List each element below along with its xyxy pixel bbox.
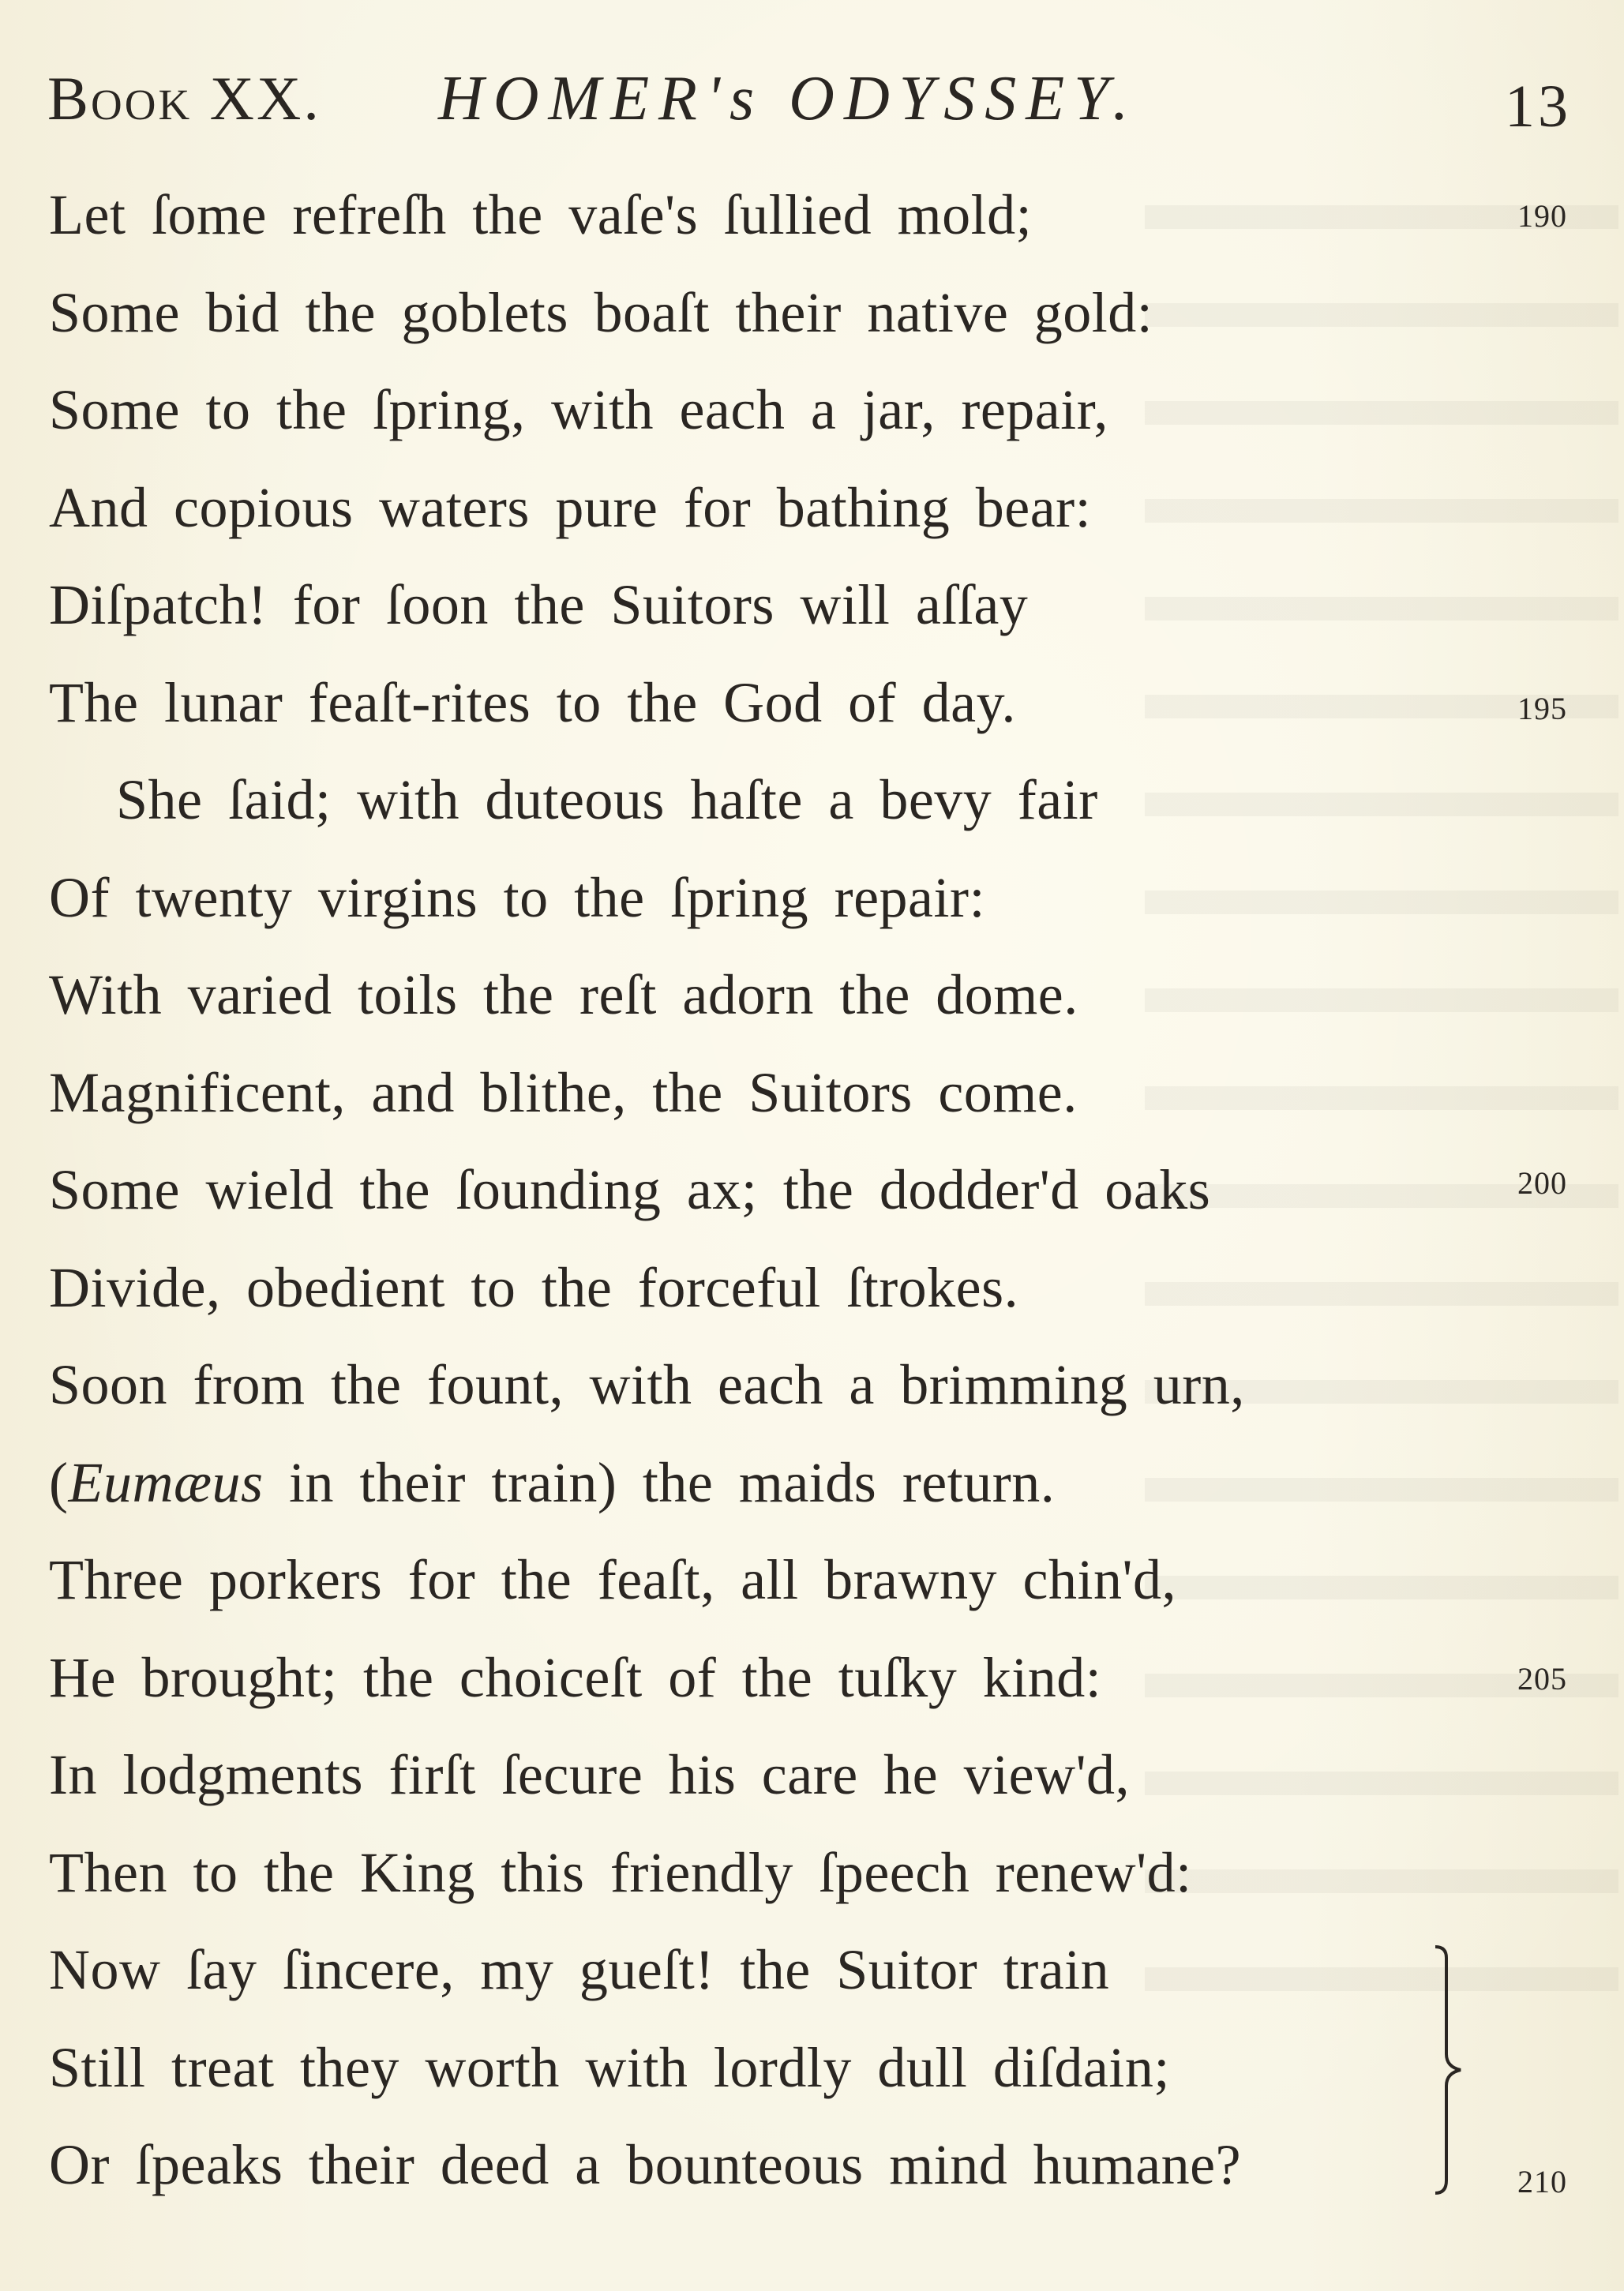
poem-body (49, 175, 1567, 2223)
verse-line: Magnificent, and blithe, the Suitors come. (49, 1060, 1078, 1124)
verse-line: Some wield the ſounding ax; the dodder'd oaks 200 (49, 1158, 1567, 1221)
verse-line: Still treat they worth with lordly dull diſdain; (49, 2035, 1170, 2099)
verse-line: Then to the King this friendly ſpeech renew'd: (49, 1840, 1192, 1904)
verse-line: Now ſay ſincere, my gueſt! the Suitor train (49, 1938, 1110, 2001)
verse-line: With varied toils the reſt adorn the dome. (49, 963, 1078, 1026)
line-number: 195 (1517, 690, 1567, 726)
verse-line: Of twenty virgins to the ſpring repair: (49, 865, 985, 929)
page-number: 13 (1505, 73, 1571, 140)
line-number: 200 (1517, 1165, 1567, 1201)
verse-line: Divide, obedient to the forceful ſtrokes. (49, 1255, 1019, 1319)
verse-line: Some to the ſpring, with each a jar, repair, (49, 378, 1108, 441)
verse-line: He brought; the choiceſt of the tuſky kind: 205 (49, 1645, 1567, 1709)
verse-line: Or ſpeaks their deed a bounteous mind humane? 210 (49, 2133, 1567, 2199)
verse-line: Let ſome refreſh the vaſe's ſullied mold; 190 (49, 183, 1567, 246)
line-number: 210 (1517, 2164, 1567, 2199)
verse-line: Some bid the goblets boaſt their native gold: (49, 280, 1153, 344)
line-number: 190 (1517, 198, 1567, 234)
line-number: 205 (1517, 1660, 1567, 1697)
verse-line: Three porkers for the feaſt, all brawny chin'd, (49, 1548, 1176, 1611)
verse-line: (Eumæus in their train) the maids return. (49, 1450, 1056, 1514)
verse-line: The lunar feaſt-rites to the God of day. 195 (49, 670, 1567, 734)
book-label: Book XX. (47, 64, 321, 133)
verse-line: And copious waters pure for bathing bear: (49, 475, 1092, 539)
verse-line: She ſaid; with duteous haſte a bevy fair (116, 768, 1098, 831)
running-title: HOMER's ODYSSEY. (438, 64, 1138, 133)
running-header (47, 55, 1571, 142)
italic-name: Eumæus (68, 1450, 264, 1514)
verse-line: Diſpatch! for ſoon the Suitors will aſſay (49, 573, 1029, 636)
verse-line: In lodgments firſt ſecure his care he view'd, (49, 1743, 1131, 1806)
triplet-brace (1429, 1944, 1476, 2196)
verse-line: Soon from the fount, with each a brimming urn, (49, 1353, 1245, 1416)
